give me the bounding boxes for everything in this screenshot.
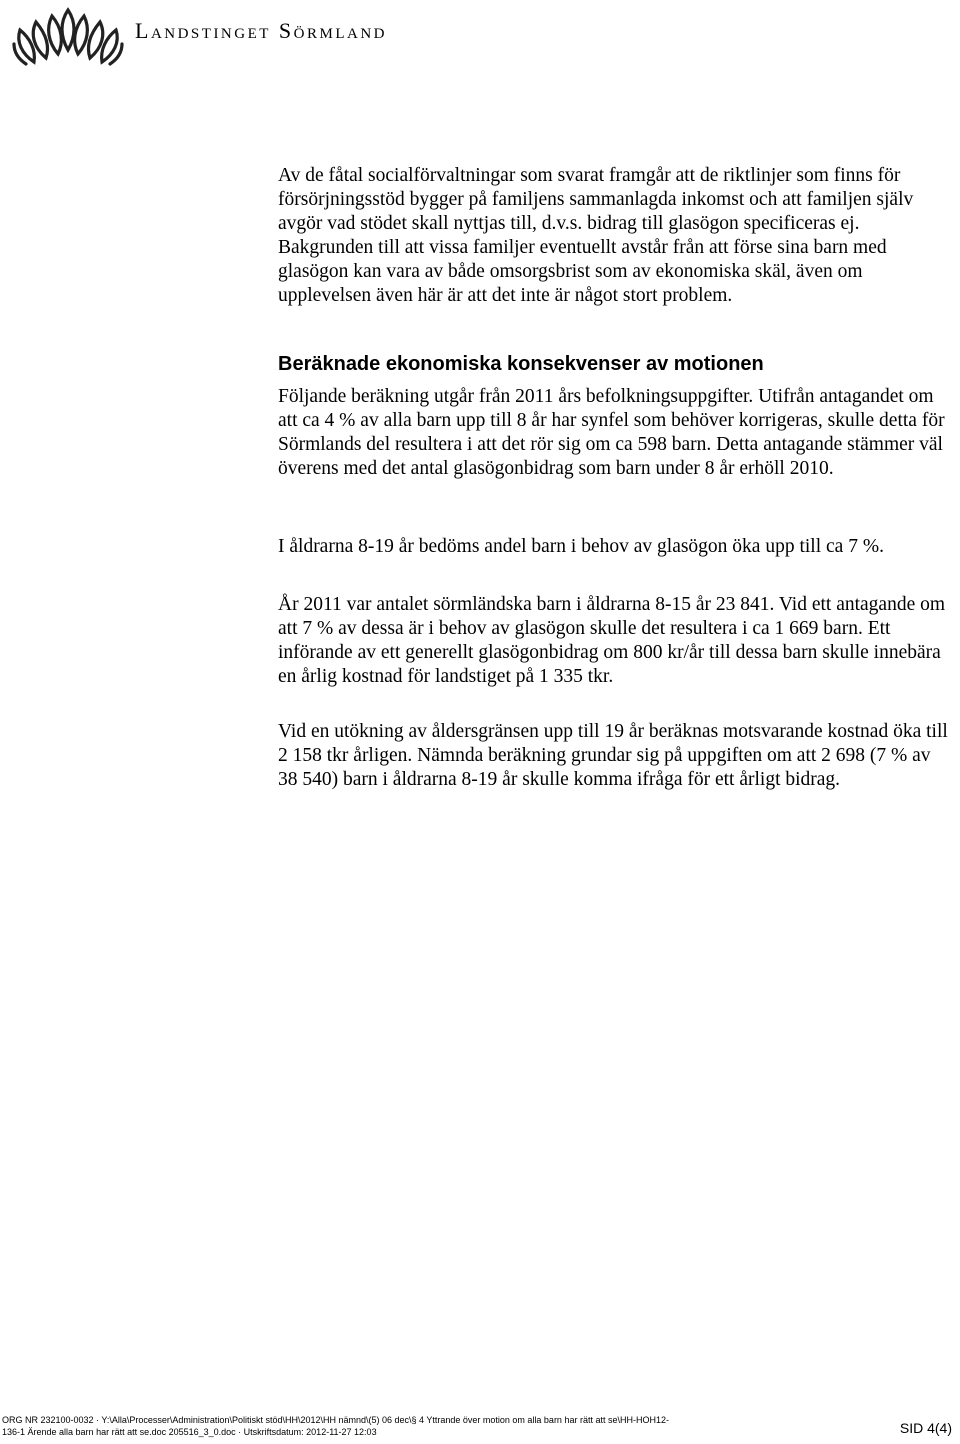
footer-line-2: 136-1 Ärende alla barn har rätt att se.doc 205516_3_0.doc · Utskriftsdatum: 2012-11-27 12:03 [2, 1427, 377, 1437]
paragraph-calculation-basis: Följande beräkning utgår från 2011 års befolkningsuppgifter. Utifrån antagandet om att ca 4 % av alla barn upp till 8 år har synfel som behöver korrigeras, skulle detta för Sörmlands del resultera i att det rör sig om ca 598 barn. Detta antagande stämmer väl överens med det antal glasögonbidrag som barn under 8 år erhöll 2010. [278, 386, 945, 479]
footer-line-1: ORG NR 232100-0032 · Y:\Alla\Processer\Administration\Politiskt stöd\HH\2012\HH nämnd\(5) 06 dec\§ 4 Yttrande över motion om alla barn har rätt att se\HH-HOH12- [2, 1415, 669, 1425]
paragraph-financial-support: Av de fåtal socialförvaltningar som svarat framgår att de riktlinjer som finns för försörjningsstöd bygger på familjens sammanlagda inkomst och att familjen själv avgör vad stödet skall nyttjas till, d.v.s. bidrag till glasögon specificeras ej. Bakgrunden till att vissa familjer eventuellt avstår från att förse sina barn med glasögon kan vara av både omsorgsbrist som av ekonomiska skäl, även om upplevelsen även här är att det inte är något stort problem. [278, 165, 914, 306]
section-heading: Beräknade ekonomiska konsekvenser av motionen [278, 353, 764, 375]
flower-pattern-logo-icon [8, 4, 128, 66]
paragraph-cost-extension-19: Vid en utökning av åldersgränsen upp till 19 år beräknas motsvarande kostnad öka till 2 158 tkr årligen. Nämnda beräkning grundar sig på uppgiften om att 2 698 (7 % av 38 540) barn i åldrarna 8-19 år skulle komma ifråga för ett årligt bidrag. [278, 721, 948, 790]
page-number: SID 4(4) [899, 1420, 952, 1436]
paragraph-age-8-19-share: I åldrarna 8-19 år bedöms andel barn i behov av glasögon öka upp till ca 7 %. [278, 536, 884, 557]
organization-name: Landstinget Sörmland [135, 18, 387, 43]
footer-file-info [2, 1414, 742, 1438]
paragraph-cost-8-15: År 2011 var antalet sörmländska barn i åldrarna 8-15 år 23 841. Vid ett antagande om att 7 % av dessa är i behov av glasögon skulle det resultera i ca 1 669 barn. Ett införande av ett generellt glasögonbidrag om 800 kr/år till dessa barn skulle innebära en årlig kostnad för landstiget på 1 335 tkr. [278, 594, 946, 687]
